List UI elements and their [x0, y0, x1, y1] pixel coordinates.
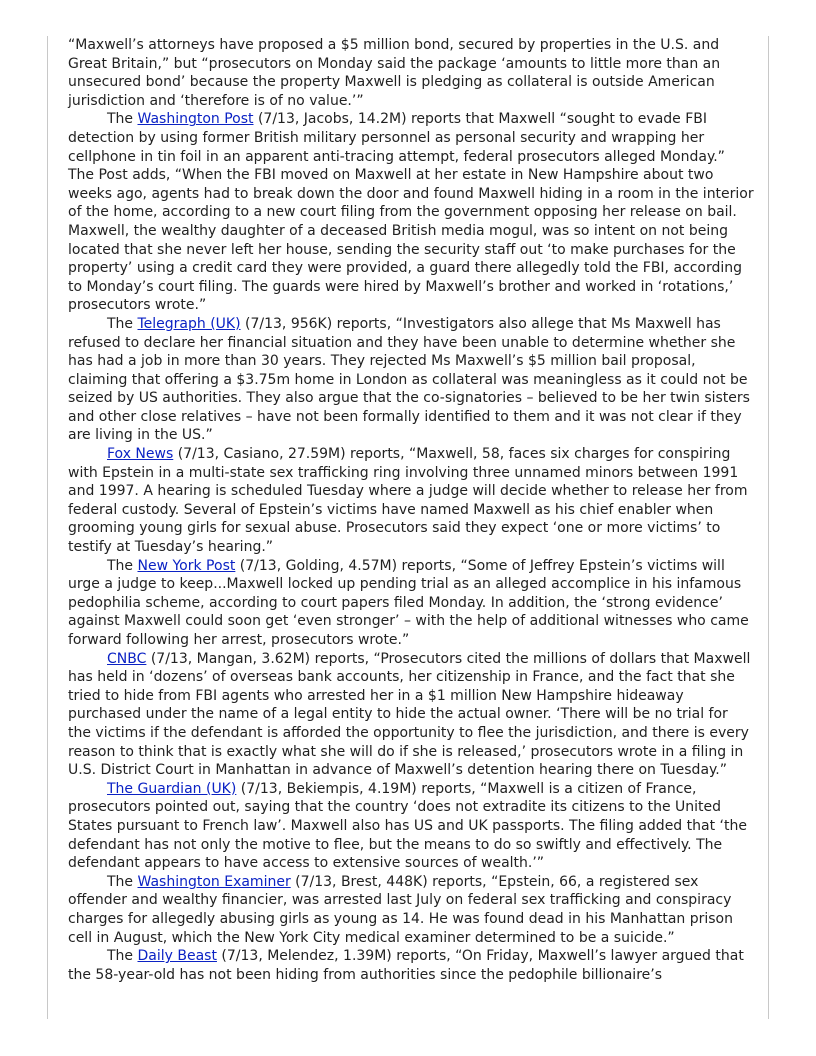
paragraph-lead: The — [107, 315, 138, 332]
source-link-new-york-post[interactable]: New York Post — [137, 557, 236, 574]
document-body — [68, 36, 754, 984]
paragraph — [68, 445, 754, 557]
paragraph-text: (7/13, Brest, 448K) reports, “Epstein, 66, a registered sex offender and wealthy financier, was arrested last July on federal sex trafficking and conspiracy charges for allegedly abusing girls as young as 14. He was found dead in his Manhattan prison cell in August, which the New York City medical examiner determined to be a suicide.” — [68, 873, 733, 946]
paragraph-text: (7/13, Golding, 4.57M) reports, “Some of Jeffrey Epstein’s victims will urge a judge to keep...Maxwell locked up pending trial as an alleged accomplice in his infamous pedophilia scheme, according to court papers filed Monday. In addition, the ‘strong evidence’ against Maxwell could soon get ‘even stronger’ – with the help of additional witnesses who came forward following her arrest, prosecutors wrote.” — [68, 557, 749, 648]
paragraph-lead: The — [107, 557, 138, 574]
paragraph — [68, 557, 754, 650]
source-link-fox-news[interactable]: Fox News — [107, 446, 174, 463]
paragraph-lead: The — [107, 873, 138, 890]
paragraph — [68, 780, 754, 873]
right-margin-rule — [768, 36, 769, 1019]
paragraph-text: (7/13, Jacobs, 14.2M) reports that Maxwell “sought to evade FBI detection by using former British military personnel as personal security and wrapping her cellphone in tin foil in an apparent anti-tracing attempt, federal prosecutors alleged Monday.” The Post adds, “When the FBI moved on Maxwell at her estate in New Hampshire about two weeks ago, agents had to break down the door and found Maxwell hiding in a room in the interior of the home, according to a new court filing from the government opposing her release on bail. Maxwell, the wealthy daughter of a deceased British media mogul, was so intent on not being located that she never left her house, sending the security staff out ‘to make purchases for the property’ using a credit card they were provided, a guard there allegedly told the FBI, according to Monday’s court filing. The guards were hired by Maxwell’s brother and worked in ‘rotations,’ prosecutors wrote.” — [68, 111, 754, 314]
paragraph-text: (7/13, Mangan, 3.62M) reports, “Prosecutors cited the millions of dollars that Maxwell has held in ‘dozens’ of overseas bank accounts, her citizenship in France, and the fact that she tried to hide from FBI agents who arrested her in a $1 million New Hampshire hideaway purchased under the name of a legal entity to hide the actual owner. ‘There will be no trial for the victims if the defendant is afforded the opportunity to flee the jurisdiction, and there is every reason to think that is exactly what she will do if she is released,’ prosecutors wrote in a filing in U.S. District Court in Manhattan in advance of Maxwell’s detention hearing there on Tuesday.” — [68, 650, 751, 779]
source-link-washington-post[interactable]: Washington Post — [137, 111, 254, 128]
source-link-telegraph[interactable]: Telegraph (UK) — [137, 315, 241, 332]
paragraph-lead: The — [107, 948, 138, 965]
paragraph — [68, 650, 754, 780]
left-margin-rule — [47, 36, 48, 1019]
source-link-cnbc[interactable]: CNBC — [107, 650, 147, 667]
paragraph-lead: The — [107, 111, 138, 128]
paragraph-text: (7/13, 956K) reports, “Investigators also allege that Ms Maxwell has refused to declare her financial situation and they have been unable to determine whether she has had a job in more than 30 years. They rejected Ms Maxwell’s $5 million bail proposal, claiming that offering a $3.75m home in London as collateral was meaningless as it could not be seized by US authorities. They also argue that the co-signatories – believed to be her twin sisters and other close relatives – have not been formally identified to them and it was not clear if they are living in the US.” — [68, 315, 750, 444]
source-link-daily-beast[interactable]: Daily Beast — [137, 948, 217, 965]
paragraph-text: (7/13, Melendez, 1.39M) reports, “On Friday, Maxwell’s lawyer argued that the 58-year-old has not been hiding from authorities since the pedophile billionaire’s — [68, 948, 744, 983]
paragraph — [68, 36, 754, 110]
paragraph — [68, 947, 754, 984]
source-link-the-guardian[interactable]: The Guardian (UK) — [107, 780, 237, 797]
paragraph — [68, 315, 754, 445]
source-link-washington-examiner[interactable]: Washington Examiner — [137, 873, 291, 890]
paragraph — [68, 873, 754, 947]
paragraph-text: “Maxwell’s attorneys have proposed a $5 million bond, secured by properties in the U.S. and Great Britain,” but “prosecutors on Monday said the package ‘amounts to little more than an unsecured bond’ because the property Maxwell is pledging as collateral is outside American jurisdiction and ‘therefore is of no value.’” — [68, 37, 721, 109]
paragraph — [68, 110, 754, 315]
paragraph-text: (7/13, Bekiempis, 4.19M) reports, “Maxwell is a citizen of France, prosecutors pointed out, saying that the country ‘does not extradite its citizens to the United States pursuant to French law’. Maxwell also has US and UK passports. The filing added that ‘the defendant has not only the motive to flee, but the means to do so swiftly and effectively. The defendant appears to have access to extensive sources of wealth.’” — [68, 780, 747, 872]
paragraph-text: (7/13, Casiano, 27.59M) reports, “Maxwell, 58, faces six charges for conspiring with Epstein in a multi-state sex trafficking ring involving three unnamed minors between 1991 and 1997. A hearing is scheduled Tuesday where a judge will decide whether to release her from federal custody. Several of Epstein’s victims have named Maxwell as his chief enabler when grooming young girls for sexual abuse. Prosecutors said they expect ‘one or more victims’ to testify at Tuesday’s hearing.” — [68, 446, 748, 556]
